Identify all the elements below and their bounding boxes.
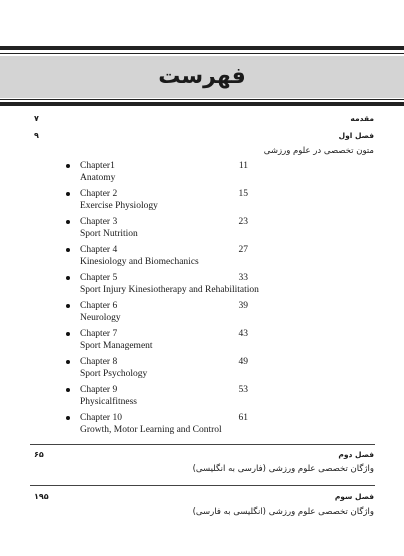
chapter-number: Chapter 4 — [80, 245, 118, 255]
chapter-page-number: 27 — [238, 245, 248, 255]
section-divider — [30, 485, 375, 486]
part2-subtitle: واژگان تخصصی علوم ورزشی (فارسی به انگلیسی) — [192, 464, 374, 474]
chapter-number: Chapter 2 — [80, 189, 118, 199]
intro-label[interactable]: مقدمه — [350, 114, 374, 123]
chapter-entry[interactable] — [0, 356, 404, 384]
header-rule-bottom-thin — [0, 99, 404, 100]
chapter-title: Exercise Physiology — [80, 201, 158, 211]
part1-page-number: ۹ — [34, 131, 39, 140]
chapter-number: Chapter 7 — [80, 329, 118, 339]
chapter-title: Kinesiology and Biomechanics — [80, 257, 199, 267]
part2-label[interactable]: فصل دوم — [338, 450, 374, 459]
part2-page-number: ۶۵ — [34, 450, 44, 459]
chapter-title: Physicalfitness — [80, 397, 137, 407]
header-rule-bottom-thick — [0, 102, 404, 106]
chapter-entry[interactable] — [0, 384, 404, 412]
bullet-icon — [66, 248, 70, 252]
header-rule-top-thin — [0, 53, 404, 54]
chapter-number: Chapter 6 — [80, 301, 118, 311]
part3-subtitle: واژگان تخصصی علوم ورزشی (انگلیسی به فارسی) — [192, 507, 374, 517]
chapter-entry[interactable] — [0, 216, 404, 244]
chapter-page-number: 43 — [238, 329, 248, 339]
chapter-page-number: 53 — [238, 385, 248, 395]
chapter-title: Anatomy — [80, 173, 116, 183]
chapter-number: Chapter 9 — [80, 385, 118, 395]
chapter-entry[interactable] — [0, 160, 404, 188]
header-rule-top-thick — [0, 46, 404, 50]
chapter-title: Sport Injury Kinesiotherapy and Rehabilitation — [80, 285, 259, 295]
part1-subtitle: متون تخصصی در علوم ورزشی — [263, 146, 374, 156]
chapter-number: Chapter 10 — [80, 413, 122, 423]
bullet-icon — [66, 388, 70, 392]
chapter-page-number: 39 — [238, 301, 248, 311]
chapter-entry[interactable] — [0, 328, 404, 356]
chapter-page-number: 15 — [238, 189, 248, 199]
page-title: فهرست — [158, 64, 246, 89]
bullet-icon — [66, 332, 70, 336]
part3-label[interactable]: فصل سوم — [334, 492, 374, 501]
chapter-entry[interactable] — [0, 188, 404, 216]
chapter-entry[interactable] — [0, 300, 404, 328]
part3-page-number: ۱۹۵ — [34, 492, 49, 501]
chapter-number: Chapter 3 — [80, 217, 118, 227]
chapter-title: Sport Management — [80, 341, 153, 351]
bullet-icon — [66, 304, 70, 308]
bullet-icon — [66, 164, 70, 168]
chapter-page-number: 61 — [238, 413, 248, 423]
chapter-number: Chapter 5 — [80, 273, 118, 283]
chapter-entry[interactable] — [0, 244, 404, 272]
chapter-title: Sport Nutrition — [80, 229, 138, 239]
bullet-icon — [66, 416, 70, 420]
chapter-page-number: 49 — [238, 357, 248, 367]
chapter-page-number: 33 — [238, 273, 248, 283]
chapter-title: Growth, Motor Learning and Control — [80, 425, 222, 435]
bullet-icon — [66, 276, 70, 280]
intro-page-number: ۷ — [34, 114, 39, 123]
chapter-entry[interactable] — [0, 412, 404, 440]
part1-label[interactable]: فصل اول — [338, 131, 374, 140]
bullet-icon — [66, 192, 70, 196]
chapter-title: Sport Psychology — [80, 369, 148, 379]
section-divider — [30, 444, 375, 445]
chapter-page-number: 11 — [238, 161, 248, 171]
bullet-icon — [66, 220, 70, 224]
chapter-page-number: 23 — [238, 217, 248, 227]
chapter-title: Neurology — [80, 313, 121, 323]
chapter-number: Chapter 8 — [80, 357, 118, 367]
chapter-number: Chapter1 — [80, 161, 115, 171]
chapter-entry[interactable] — [0, 272, 404, 300]
bullet-icon — [66, 360, 70, 364]
